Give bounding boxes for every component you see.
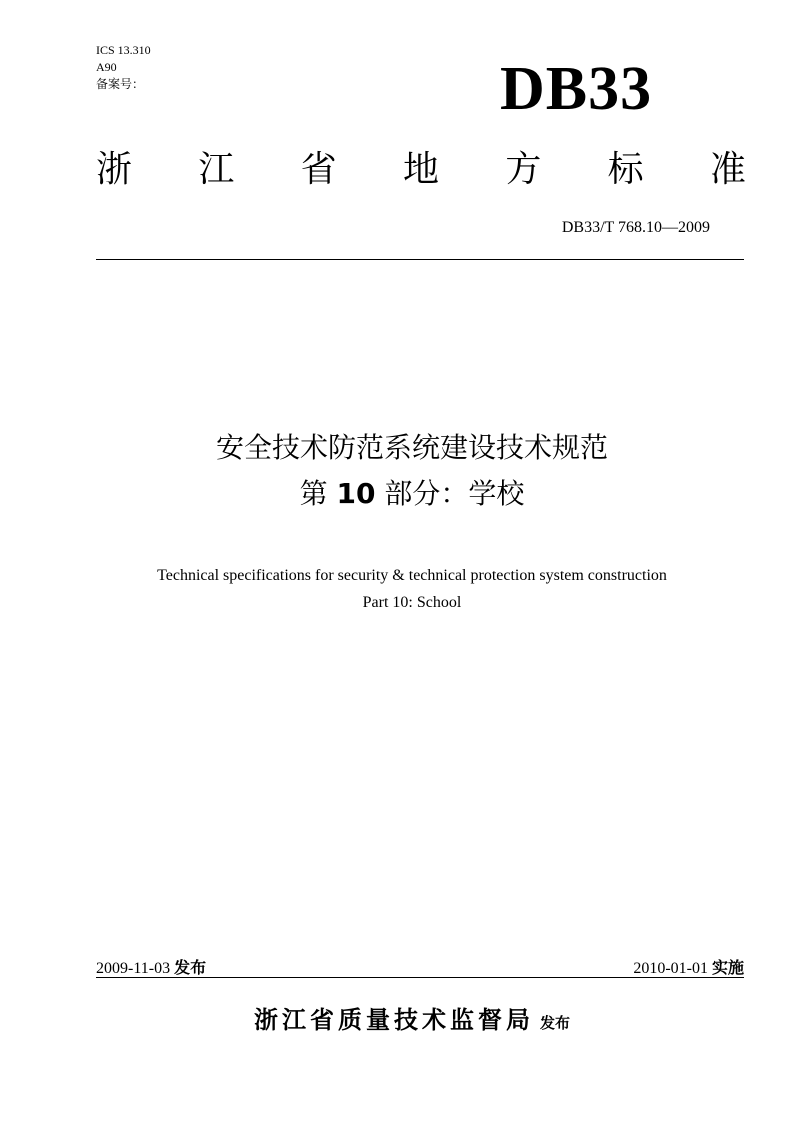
issuer-organization: 浙江省质量技术监督局 <box>253 1006 534 1034</box>
standard-type-char: 省 <box>300 149 337 190</box>
standard-type-heading <box>96 146 746 194</box>
title-en-main: Technical specifications for security & technical protection system construction <box>157 567 667 584</box>
class-code: A90 <box>96 60 117 74</box>
db-code-logo: DB33 <box>500 55 653 123</box>
issuer-line <box>0 1002 800 1041</box>
title-zh-subtitle <box>0 474 800 514</box>
standard-type-char: 标 <box>607 149 644 190</box>
standard-type-char: 浙 <box>96 149 133 190</box>
standard-type-char: 地 <box>402 149 439 190</box>
standard-type-char: 准 <box>709 149 746 190</box>
header-divider <box>96 259 744 260</box>
issuer-suffix: 发布 <box>539 1014 570 1032</box>
implementation-label: 实施 <box>711 958 744 977</box>
classification-block <box>96 42 151 93</box>
title-zh-main: 安全技术防范系统建设技术规范 <box>215 431 608 464</box>
title-zh-part-prefix: 第 <box>299 477 328 510</box>
standard-type-char: 江 <box>198 149 235 190</box>
issue-date: 2009-11-03 <box>96 960 171 977</box>
title-zh-part-suffix: 部分：学校 <box>384 477 525 510</box>
implementation-date-line <box>633 958 744 979</box>
ics-code: ICS 13.310 <box>96 43 151 57</box>
standard-type-char: 方 <box>505 149 542 190</box>
standard-number: DB33/T 768.10—2009 <box>561 219 710 236</box>
issue-date-line <box>96 958 206 979</box>
filing-number-label: 备案号： <box>96 77 145 91</box>
issue-label: 发布 <box>174 958 207 977</box>
implementation-date: 2010-01-01 <box>633 960 708 977</box>
footer-divider <box>96 977 744 978</box>
title-zh-part-number: 10 <box>336 477 376 510</box>
title-en-subtitle: Part 10: School <box>362 594 462 611</box>
